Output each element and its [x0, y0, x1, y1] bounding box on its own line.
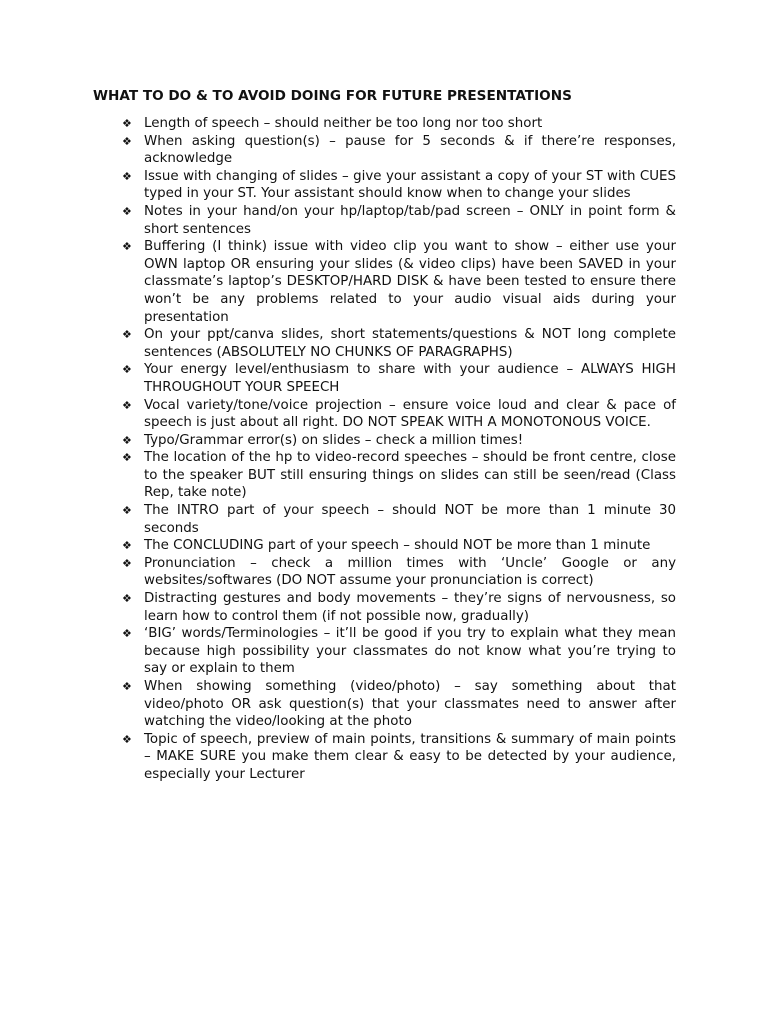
diamond-bullet-icon: ❖: [122, 363, 132, 377]
list-item: [120, 326, 676, 361]
diamond-bullet-icon: ❖: [122, 204, 132, 218]
list-item: [120, 502, 676, 537]
document-title: WHAT TO DO & TO AVOID DOING FOR FUTURE PRESENTATIONS: [93, 88, 572, 104]
diamond-bullet-icon: ❖: [122, 398, 132, 412]
bullet-list: [120, 115, 676, 784]
list-item-text: Vocal variety/tone/voice projection – ensure voice loud and clear & pace of speech is just about all right. DO NOT SPEAK WITH A MONOTONOUS VOICE.: [144, 397, 676, 431]
list-item-text: Typo/Grammar error(s) on slides – check a million times!: [144, 432, 524, 448]
list-item-text: On your ppt/canva slides, short statements/questions & NOT long complete sentences (ABSOLUTELY NO CHUNKS OF PARAGRAPHS): [144, 327, 676, 360]
diamond-bullet-icon: ❖: [122, 328, 132, 342]
diamond-bullet-icon: ❖: [122, 117, 132, 130]
list-item: [120, 678, 676, 731]
list-item-text: ‘BIG’ words/Terminologies – it’ll be good if you try to explain what they mean because high possibility your classmates do not know what you’re trying to say or explain to them: [144, 626, 676, 677]
list-item-text: Buffering (I think) issue with video clip you want to show – either use your OWN laptop OR ensuring your slides (& video clips) have been SAVED in your classmate’s laptop’s DESKTOP/HARD DISK & have been tested to ensure there won’t be any problems related to your audio visual aids during your presentation: [144, 239, 676, 325]
list-item-text: Topic of speech, preview of main points, transitions & summary of main points – MAKE SURE you make them clear & easy to be detected by your audience, especially your Lecturer: [144, 731, 676, 782]
diamond-bullet-icon: ❖: [122, 504, 132, 518]
diamond-bullet-icon: ❖: [122, 627, 132, 641]
list-item: [120, 449, 676, 502]
list-item-text: The CONCLUDING part of your speech – should NOT be more than 1 minute: [144, 538, 651, 554]
diamond-bullet-icon: ❖: [122, 556, 132, 570]
diamond-bullet-icon: ❖: [122, 680, 132, 693]
diamond-bullet-icon: ❖: [122, 433, 132, 447]
diamond-bullet-icon: ❖: [122, 451, 132, 465]
list-item: [120, 397, 676, 432]
list-item: [120, 361, 676, 396]
list-item-text: Length of speech – should neither be too long nor too short: [144, 116, 543, 131]
diamond-bullet-icon: ❖: [122, 134, 132, 148]
list-item: [120, 115, 676, 133]
diamond-bullet-icon: ❖: [122, 732, 132, 746]
list-item: [120, 555, 676, 590]
list-item: [120, 203, 676, 238]
list-item-text: Notes in your hand/on your hp/laptop/tab/pad screen – ONLY in point form & short sentences: [144, 203, 676, 237]
list-item: [120, 537, 676, 555]
list-item: [120, 731, 676, 784]
list-item: [120, 432, 676, 450]
diamond-bullet-icon: ❖: [122, 240, 132, 254]
list-item: [120, 168, 676, 203]
list-item-text: Your energy level/enthusiasm to share with your audience – ALWAYS HIGH THROUGHOUT YOUR SPEECH: [144, 362, 676, 395]
diamond-bullet-icon: ❖: [122, 539, 132, 553]
list-item: [120, 625, 676, 678]
list-item-text: Issue with changing of slides – give your assistant a copy of your ST with CUES typed in your ST. Your assistant should know when to change your slides: [144, 168, 676, 202]
list-item: [120, 590, 676, 625]
list-item: [120, 238, 676, 326]
list-item: [120, 133, 676, 168]
list-item-text: The INTRO part of your speech – should NOT be more than 1 minute 30 seconds: [144, 503, 676, 536]
list-item-text: When asking question(s) – pause for 5 seconds & if there’re responses, acknowledge: [144, 133, 676, 167]
diamond-bullet-icon: ❖: [122, 169, 132, 183]
list-item-text: Pronunciation – check a million times with ‘Uncle’ Google or any websites/softwares (DO NOT assume your pronunciation is correct): [144, 555, 676, 589]
list-item-text: The location of the hp to video-record speeches – should be front centre, close to the speaker BUT still ensuring things on slides can still be seen/read (Class Rep, take note): [144, 450, 676, 501]
list-item-text: When showing something (video/photo) – say something about that video/photo OR ask question(s) that your classmates need to answer after watching the video/looking at the photo: [144, 679, 676, 730]
diamond-bullet-icon: ❖: [122, 592, 132, 606]
list-item-text: Distracting gestures and body movements – they’re signs of nervousness, so learn how to control them (if not possible now, gradually): [144, 591, 676, 624]
